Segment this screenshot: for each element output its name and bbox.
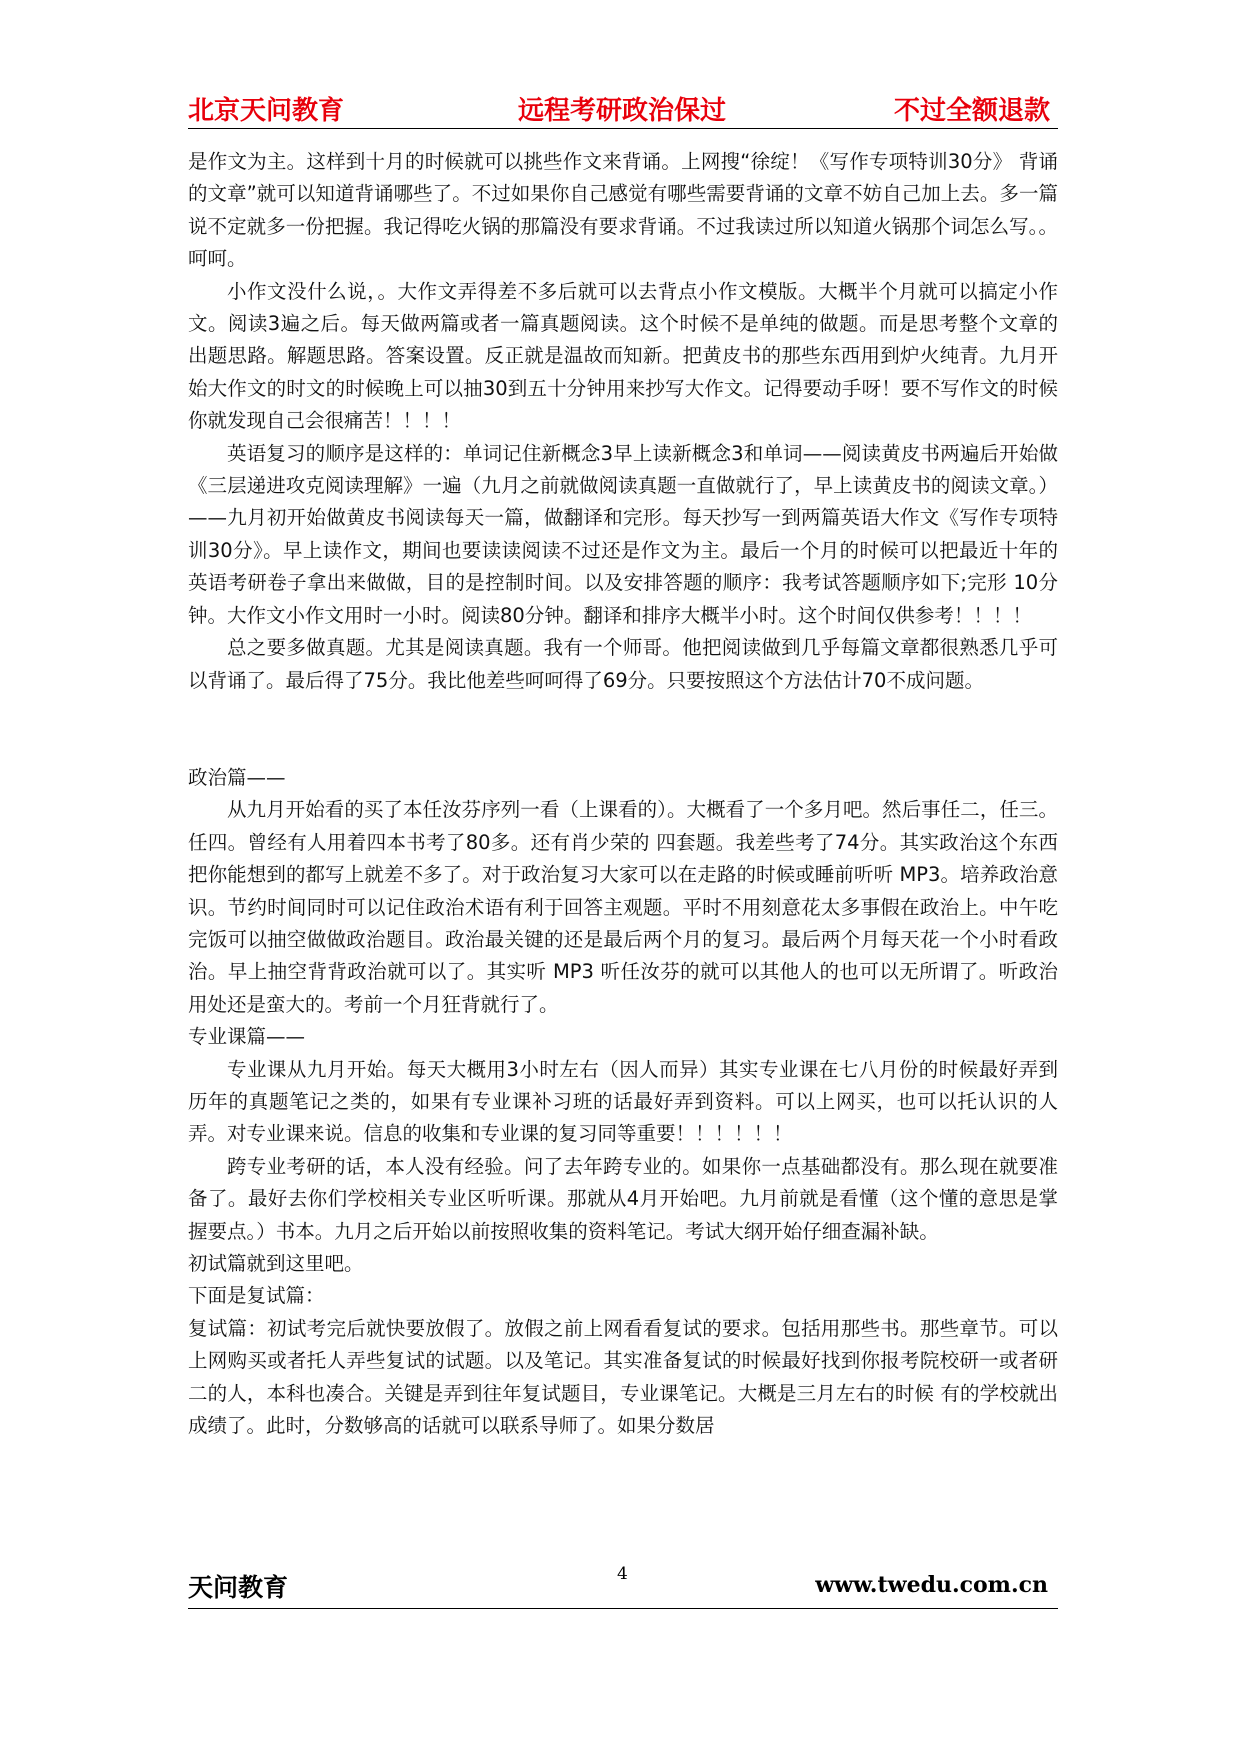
paragraph: 下面是复试篇： [188, 1284, 325, 1308]
section-heading-politics: 政治篇—— [188, 765, 286, 789]
paragraph: 专业课从九月开始。每天大概用3小时左右（因人而异）其实专业课在七八月份的时候最好弄到历年的真题笔记之类的，如果有专业课补习班的话最好弄到资料。可以上网买，也可以托认识的人弄。对专业课来说。信息的收集和专业课的复习同等重要！！！！！！ [188, 1057, 1058, 1146]
paragraph: 是作文为主。这样到十月的时候就可以挑些作文来背诵。上网搜“徐绽！《写作专项特训30分》 背诵的文章”就可以知道背诵哪些了。不过如果你自己感觉有哪些需要背诵的文章不妨自己加上去。多一篇说不定就多一份把握。我记得吃火锅的那篇没有要求背诵。不过我读过所以知道火锅那个词怎么写。。呵呵。 [188, 150, 1058, 271]
section-heading-major: 专业课篇—— [188, 1025, 306, 1049]
paragraph: 跨专业考研的话，本人没有经验。问了去年跨专业的。如果你一点基础都没有。那么现在就要准备了。最好去你们学校相关专业区听听课。那就从4月开始吧。九月前就是看懂（这个懂的意思是掌握要点。）书本。九月之后开始以前按照收集的资料笔记。考试大纲开始仔细查漏补缺。 [188, 1154, 1058, 1243]
section-spacer [188, 697, 1058, 762]
paragraph: 总之要多做真题。尤其是阅读真题。我有一个师哥。他把阅读做到几乎每篇文章都很熟悉几乎可以背诵了。最后得了75分。我比他差些呵呵得了69分。只要按照这个方法估计70不成问题。 [188, 636, 1058, 692]
paragraph: 初试篇就到这里吧。 [188, 1252, 364, 1275]
footer-website: www.twedu.com.cn [815, 1572, 1048, 1598]
document-body [188, 146, 1058, 1442]
page-number: 4 [617, 1564, 628, 1584]
paragraph: 英语复习的顺序是这样的：单词记住新概念3早上读新概念3和单词——阅读黄皮书两遍后开始做《三层递进攻克阅读理解》一遍（九月之前就做阅读真题一直做就行了，早上读黄皮书的阅读文章。）——九月初开始做黄皮书阅读每天一篇，做翻译和完形。每天抄写一到两篇英语大作文《写作专项特训30分》。早上读作文，期间也要读读阅读不过还是作文为主。最后一个月的时候可以把最近十年的英语考研卷子拿出来做做，目的是控制时间。以及安排答题的顺序：我考试答题顺序如下;完形 10分钟。大作文小作文用时一小时。阅读80分钟。翻译和排序大概半小时。这个时间仅供参考！！！！ [188, 441, 1058, 627]
header-brand: 北京天问教育 [188, 96, 345, 126]
page-header [188, 88, 1058, 129]
page-footer [188, 1564, 1058, 1609]
paragraph: 小作文没什么说，。大作文弄得差不多后就可以去背点小作文模版。大概半个月就可以搞定小作文。阅读3遍之后。每天做两篇或者一篇真题阅读。这个时候不是单纯的做题。而是思考整个文章的出题思路。解题思路。答案设置。反正就是温故而知新。把黄皮书的那些东西用到炉火纯青。九月开始大作文的时文的时候晚上可以抽30到五十分钟用来抄写大作文。记得要动手呀！要不写作文的时候你就发现自己会很痛苦！！！！ [188, 279, 1058, 433]
header-slogan: 远程考研政治保过 [518, 96, 727, 126]
paragraph: 从九月开始看的买了本任汝芬序列一看（上课看的）。大概看了一个多月吧。然后事任二，任三。任四。曾经有人用着四本书考了80多。还有肖少荣的 四套题。我差些考了74分。其实政治这个东西把你能想到的都写上就差不多了。对于政治复习大家可以在走路的时候或睡前听听 MP3。培养政治意识。节约时间同时可以记住政治术语有利于回答主观题。平时不用刻意花太多事假在政治上。中午吃完饭可以抽空做做政治题目。政治最关键的还是最后两个月的复习。最后两个月每天花一个小时看政治。早上抽空背背政治就可以了。其实听 MP3 听任汝芬的就可以其他人的也可以无所谓了。听政治用处还是蛮大的。考前一个月狂背就行了。 [188, 798, 1058, 1016]
paragraph: 复试篇：初试考完后就快要放假了。放假之前上网看看复试的要求。包括用那些书。那些章节。可以上网购买或者托人弄些复试的试题。以及笔记。其实准备复试的时候最好找到你报考院校研一或者研二的人，本科也凑合。关键是弄到往年复试题目，专业课笔记。大概是三月左右的时候 有的学校就出成绩了。此时，分数够高的话就可以联系导师了。如果分数居 [188, 1316, 1058, 1438]
header-guarantee: 不过全额退款 [893, 96, 1050, 126]
footer-brand: 天问教育 [188, 1573, 289, 1602]
